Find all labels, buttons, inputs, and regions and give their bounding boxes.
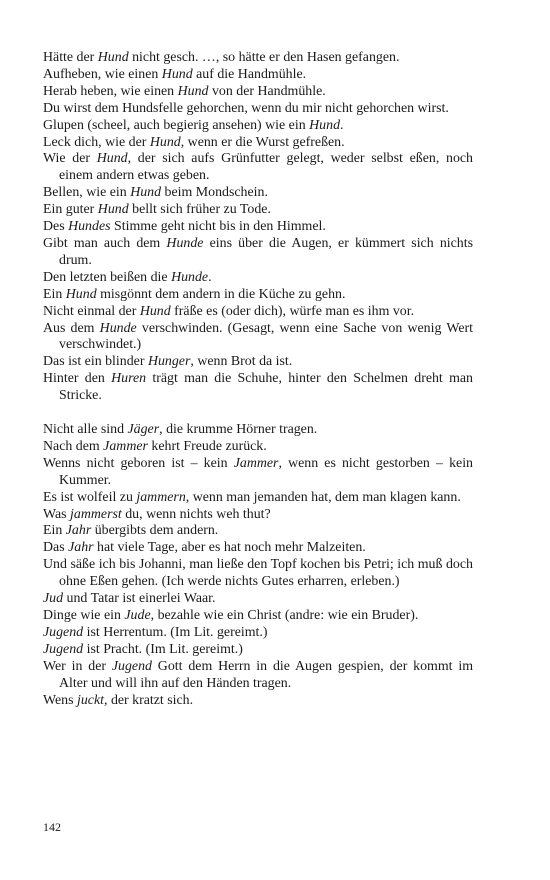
proverb-entry [43,422,473,439]
entry-text: Herab heben, wie einen [43,83,178,99]
entry-text: Es ist wolfeil zu [43,489,137,505]
keyword: Jugend [111,658,152,674]
proverb-entry [43,135,473,152]
proverb-entry [43,151,473,185]
keyword: Hund [65,286,97,302]
entry-text: und Tatar ist einerlei Waar. [63,591,216,607]
keyword: Jammer [103,438,148,454]
proverb-entry [43,456,473,490]
entry-text: , wenn Brot da ist. [190,354,293,370]
entry-text: du, wenn nichts weh thut? [121,506,271,522]
entry-text: ist Herrentum. (Im Lit. gereimt.) [83,624,268,640]
keyword: Jugend [43,624,84,640]
entry-text: . [340,117,344,133]
section-gap [43,405,473,422]
keyword: Jud [43,591,64,607]
entry-text: trägt man die Schuhe, hinter den Schelmen dreht man Stricke. [59,371,473,404]
keyword: Hunger [147,354,191,370]
keyword: Hunde [171,269,209,285]
entry-text: beim Mondschein. [161,185,268,201]
entry-text: Das [43,540,69,556]
proverb-entry [43,219,473,236]
proverb-entry [43,354,473,371]
proverb-entry [43,321,473,355]
entry-text: Aufheben, wie einen [43,66,162,82]
entry-text: Das ist ein blinder [43,354,148,370]
keyword: jammerst [70,506,122,522]
entry-text: Was [43,506,71,522]
entry-text: , der kratzt sich. [104,692,194,708]
entry-text: Leck dich, wie der [43,134,150,150]
entry-text: , der sich aufs Grünfutter gelegt, weder selbst eßen, noch einem andern etwas geben. [59,151,473,184]
entry-text: Hätte der [43,50,98,65]
entry-text: Aus dem [43,320,100,336]
entry-text: Dinge wie ein [43,608,125,623]
entry-text: Glupen (scheel, auch begierig ansehen) wie ein [43,117,310,133]
keyword: Jammer [233,455,279,471]
proverb-entry [43,490,473,507]
proverb-entry [43,439,473,456]
proverb-entry [43,507,473,524]
entry-text: Nicht alle sind [43,422,128,438]
proverb-entry [43,50,473,67]
entry-text: , wenn es nicht gestorben – kein Kummer. [59,455,473,488]
entry-text: Des [43,219,69,235]
proverb-entry [43,608,473,625]
entry-text: verschwinden. (Gesagt, wenn eine Sache von wenig Wert verschwindet.) [59,320,473,353]
entry-text: Nicht einmal der [43,303,140,319]
keyword: Jahr [68,540,94,556]
keyword: Huren [111,371,147,387]
entry-text: Ein guter [43,202,98,218]
entry-text: eins über die Augen, er kümmert sich nichts drum. [59,235,474,268]
proverb-entry [43,557,473,591]
proverb-entry [43,84,473,101]
keyword: Jugend [43,641,84,657]
entry-text: Gibt man auch dem [43,235,167,251]
keyword: Jude [124,608,151,623]
keyword: Hundes [68,219,111,235]
proverb-entry [43,304,473,321]
entry-text: misgönnt dem andern in die Küche zu gehn. [96,286,346,302]
proverb-entry [43,659,473,693]
entry-text: bellt sich früher zu Tode. [128,202,271,218]
entry-text: Ein [43,523,66,539]
section [43,50,473,405]
entry-text: Hinter den [43,371,112,387]
entry-text: nicht gesch. …, so hätte er den Hasen gefangen. [128,50,400,65]
keyword: Hund [130,185,162,201]
proverb-entry [43,67,473,84]
proverb-entry [43,625,473,642]
proverb-entry [43,236,473,270]
entry-text: Nach dem [43,438,104,454]
keyword: Hund [96,151,128,167]
proverb-entry [43,693,473,710]
entry-text: hat viele Tage, aber es hat noch mehr Malzeiten. [93,540,366,556]
section [43,422,473,709]
keyword: Hund [177,83,209,99]
entry-text: Wenns nicht geboren ist – kein [43,455,234,471]
entry-text: , bezahle wie ein Christ (andre: wie ein Bruder). [150,608,419,623]
proverb-entry [43,118,473,135]
keyword: Hund [309,117,341,133]
keyword: juckt [77,692,104,708]
entry-text: Wens [43,692,77,708]
proverb-entry [43,101,473,118]
entry-text: Den letzten beißen die [43,269,172,285]
entry-text: Und säße ich bis Johanni, man ließe den Topf kochen bis Petri; ich muß doch ohne Eßen gehen. (Ich werde nichts Gutes erharren, erleben.) [43,557,473,590]
keyword: Jäger [127,422,160,438]
entry-text: kehrt Freude zurück. [147,438,267,454]
entry-text: ist Pracht. (Im Lit. gereimt.) [83,641,243,657]
keyword: Hund [161,66,193,82]
keyword: Hunde [99,320,137,336]
proverb-entry [43,591,473,608]
keyword: Hund [139,303,171,319]
entry-text: , wenn er die Wurst gefreßen. [180,134,345,150]
entry-text: Wie der [43,151,97,167]
proverb-entry [43,270,473,287]
keyword: Hund [97,50,129,65]
entry-text: , wenn man jemanden hat, dem man klagen kann. [185,489,461,505]
page-number: 142 [43,820,61,834]
proverb-entry [43,185,473,202]
keyword: jammern [136,489,186,505]
entry-text: . [208,269,212,285]
entry-text: auf die Handmühle. [192,66,307,82]
entry-text: Wer in der [43,658,112,674]
proverb-entry [43,523,473,540]
entry-text: übergibts dem andern. [91,523,219,539]
entry-text: Gott dem Herrn in die Augen gespien, der kommt im Alter und will ihn auf den Händen tragen. [59,658,474,691]
proverb-entry [43,287,473,304]
entry-text: Du wirst dem Hundsfelle gehorchen, wenn du mir nicht gehorchen wirst. [43,100,449,116]
entry-text: fräße es (oder dich), würfe man es ihm vor. [170,303,415,319]
entry-text: , die krumme Hörner tragen. [159,422,318,438]
keyword: Jahr [65,523,92,539]
proverb-entry [43,371,473,405]
entry-text: Stimme geht nicht bis in den Himmel. [110,219,326,235]
entry-text: Ein [43,286,66,302]
page-body [43,50,473,709]
entry-text: Bellen, wie ein [43,185,131,201]
proverb-entry [43,202,473,219]
proverb-entry [43,642,473,659]
keyword: Hund [97,202,129,218]
proverb-entry [43,540,473,557]
keyword: Hunde [166,235,204,251]
keyword: Hund [149,134,181,150]
entry-text: von der Handmühle. [208,83,326,99]
